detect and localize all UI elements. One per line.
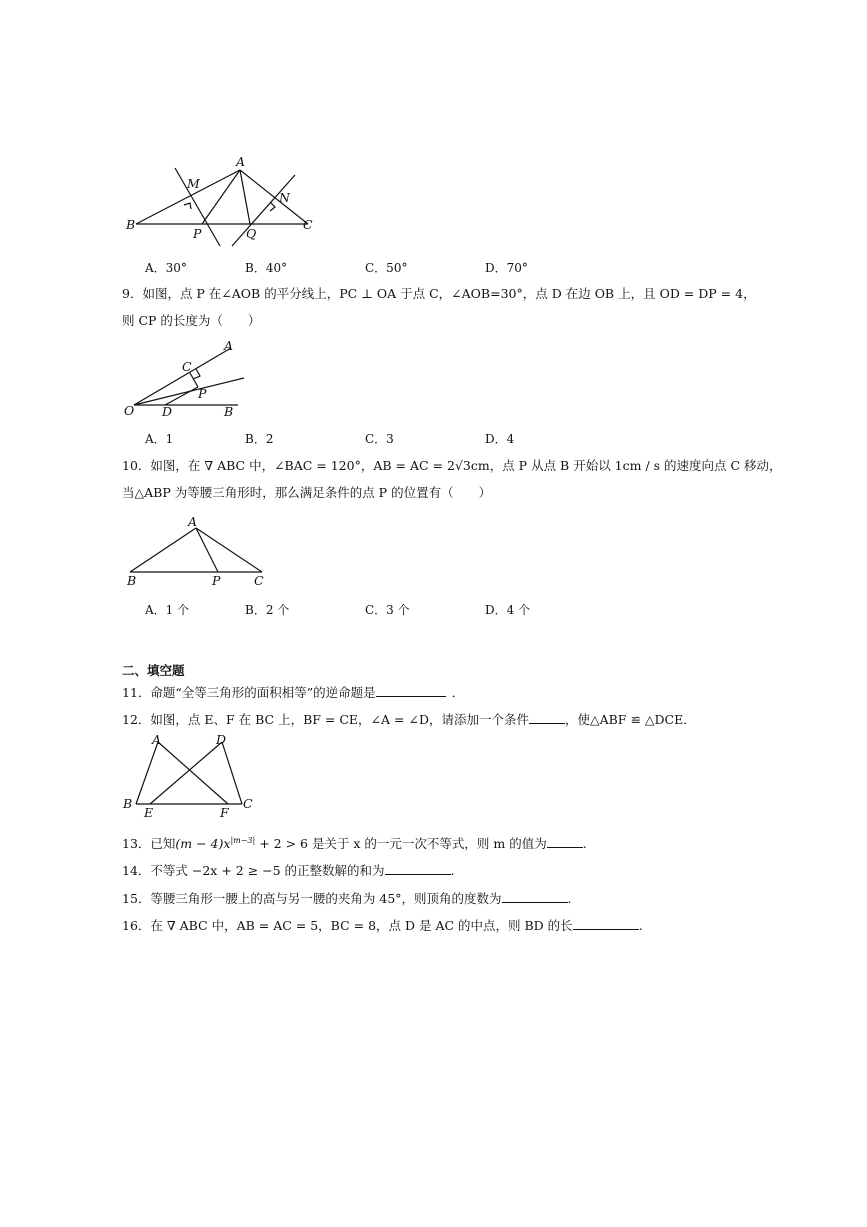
- q9-option-a: A．1: [145, 432, 174, 446]
- label-b: B: [126, 217, 136, 232]
- ray-oa: [134, 348, 231, 405]
- q13-line: [122, 833, 587, 852]
- label-b: B: [127, 573, 137, 588]
- right-angle-c: [193, 369, 200, 379]
- q10-line2: 当△ABP 为等腰三角形时，那么满足条件的点 P 的位置有（ ）: [122, 485, 492, 500]
- q15-line: [122, 890, 572, 907]
- label-n: N: [279, 190, 290, 205]
- q16-text: 16．在 ∇ ABC 中，AB = AC = 5，BC = 8，点 D 是 AC 的中点，则 BD 的长: [122, 918, 573, 933]
- q13-answer-blank[interactable]: [547, 835, 583, 848]
- label-c: C: [243, 796, 253, 811]
- label-a: A: [188, 514, 198, 529]
- segment-aq: [240, 170, 250, 224]
- label-p: P: [212, 573, 221, 588]
- q16-line: [122, 917, 643, 934]
- q8-option-b: B．40°: [245, 261, 288, 275]
- q9-option-d: D．4: [485, 432, 515, 446]
- label-c: C: [254, 573, 264, 588]
- segment-af: [158, 742, 228, 804]
- q8-option-d: D．70°: [485, 261, 528, 275]
- label-f: F: [220, 805, 229, 820]
- label-b: B: [123, 796, 133, 811]
- q10-option-b: B．2 个: [245, 603, 290, 617]
- segment-ab: [130, 528, 196, 572]
- q9-line2: 则 CP 的长度为（ ）: [122, 313, 261, 328]
- label-e: E: [144, 805, 154, 820]
- label-p: P: [193, 226, 202, 241]
- q13-rest: + 2 > 6 是关于 x 的一元一次不等式，则 m 的值为: [255, 836, 547, 852]
- label-a: A: [236, 154, 246, 169]
- q14-text: 14．不等式 −2x + 2 ≥ −5 的正整数解的和为: [122, 863, 385, 878]
- q11-text: 11．命题“全等三角形的面积相等”的逆命题是: [122, 685, 376, 700]
- q9-option-b: B．2: [245, 432, 274, 446]
- q14-line: [122, 862, 455, 879]
- q12-line: [122, 711, 696, 728]
- label-d: D: [162, 404, 173, 419]
- q16-tail: .: [638, 918, 643, 933]
- label-c: C: [303, 217, 313, 232]
- label-b: B: [224, 404, 234, 419]
- segment-cp: [190, 373, 198, 387]
- q8-option-c: C．50°: [365, 261, 408, 275]
- section-title-fill-in: 二、填空题: [122, 663, 185, 678]
- label-d: D: [216, 732, 227, 747]
- q13-expression-exponent: |m−3|: [230, 836, 256, 845]
- q11-tail: ．: [451, 685, 465, 700]
- q11-answer-blank[interactable]: [376, 684, 446, 697]
- segment-ap: [202, 170, 240, 224]
- q15-tail: .: [567, 891, 572, 906]
- q9-line1: 9．如图，点 P 在∠AOB 的平分线上，PC ⊥ OA 于点 C，∠AOB=30°，点 D 在边 OB 上，且 OD = DP = 4，: [122, 286, 756, 301]
- right-angle-m: [184, 203, 191, 209]
- perp-bisector-ac: [232, 175, 295, 246]
- q10-option-c: C．3 个: [365, 603, 410, 617]
- segment-ab: [136, 742, 158, 804]
- q16-answer-blank[interactable]: [573, 917, 639, 930]
- segment-ap: [196, 528, 218, 572]
- figure-q9: [118, 338, 258, 423]
- q15-text: 15．等腰三角形一腰上的高与另一腰的夹角为 45°，则顶角的度数为: [122, 891, 502, 906]
- q12-pre: 12．如图，点 E、F 在 BC 上，BF = CE，∠A = ∠D，请添加一个条件: [122, 712, 529, 727]
- q13-expression-base: (m − 4)x: [175, 836, 231, 852]
- q12-answer-blank[interactable]: [529, 711, 565, 724]
- q8-option-a: A．30°: [145, 261, 187, 275]
- q11-line: [122, 684, 464, 701]
- figure-q12: [118, 730, 268, 822]
- segment-ac: [240, 170, 308, 224]
- label-m: M: [187, 176, 200, 191]
- label-p: P: [198, 386, 207, 401]
- q13-tail: .: [582, 836, 587, 852]
- q9-option-c: C．3: [365, 432, 394, 446]
- segment-de: [150, 742, 222, 804]
- q15-answer-blank[interactable]: [502, 890, 568, 903]
- segment-ac: [196, 528, 262, 572]
- label-a: A: [152, 732, 162, 747]
- label-c: C: [182, 359, 192, 374]
- q10-option-a: A．1 个: [145, 603, 190, 617]
- label-o: O: [124, 403, 135, 418]
- segment-dc: [222, 742, 242, 804]
- q12-post: ，使△ABF ≌ △DCE．: [564, 712, 696, 727]
- q13-pre: 13．已知: [122, 836, 176, 852]
- label-a: A: [224, 338, 234, 353]
- q14-tail: .: [450, 863, 455, 878]
- label-q: Q: [246, 226, 257, 241]
- q10-option-d: D．4 个: [485, 603, 531, 617]
- q14-answer-blank[interactable]: [385, 862, 451, 875]
- q10-line1: 10．如图，在 ∇ ABC 中，∠BAC = 120°，AB = AC = 2√3cm，点 P 从点 B 开始以 1cm / s 的速度向点 C 移动，: [122, 458, 782, 473]
- figure-q8: [120, 150, 320, 250]
- figure-q10: [120, 508, 280, 593]
- right-angle-n: [270, 202, 275, 211]
